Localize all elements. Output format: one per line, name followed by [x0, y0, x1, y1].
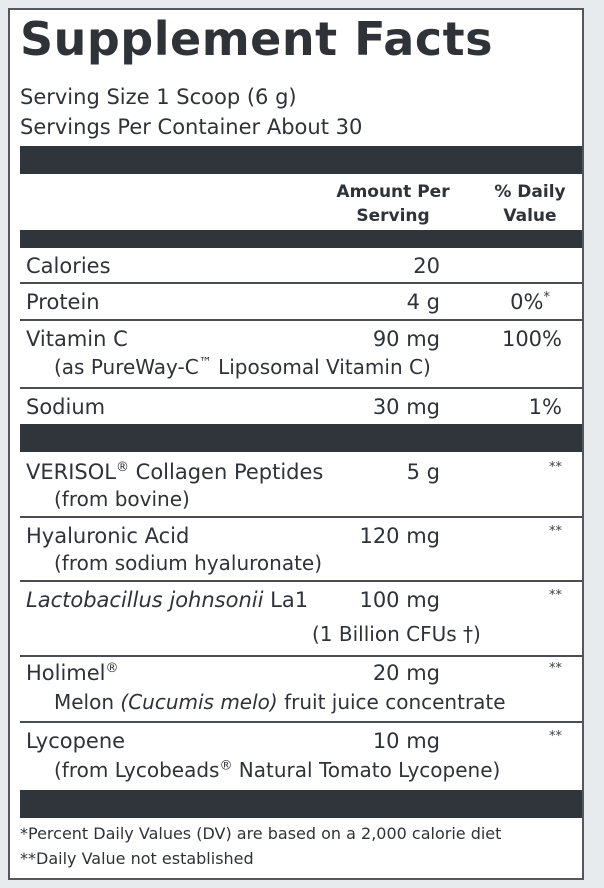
source-italic: (Cucumis melo)	[120, 690, 278, 714]
source-text: Liposomal Vitamin C)	[211, 355, 431, 379]
thick-divider-bottom	[20, 790, 582, 818]
source-text: Melon	[54, 690, 121, 714]
ingredient-amount: 5 g	[406, 460, 440, 484]
amount-header-line1: Amount Per	[336, 182, 450, 202]
ingredient-amount: 20 mg	[372, 661, 440, 685]
ingredient-name-text: Holimel	[26, 661, 106, 685]
registered-mark: ®	[105, 661, 119, 676]
ingredient-dv: **	[549, 729, 562, 744]
row-divider	[20, 319, 582, 321]
ingredient-source	[54, 690, 506, 714]
nutrient-dv	[450, 290, 550, 314]
nutrient-amount: 4 g	[406, 290, 440, 314]
thick-divider-middle	[20, 424, 582, 452]
footnote-dv: *Percent Daily Values (DV) are based on a 2,000 calorie diet	[20, 824, 502, 843]
ingredient-amount: 10 mg	[372, 729, 440, 753]
ingredient-dv: **	[549, 460, 562, 475]
ingredient-name	[26, 661, 119, 685]
row-divider	[20, 387, 582, 389]
source-text: (from Lycobeads	[54, 758, 220, 782]
nutrient-dv: 100%	[501, 327, 562, 351]
ingredient-dv: **	[549, 588, 562, 603]
supplement-facts-panel	[8, 8, 584, 880]
nutrient-name: Vitamin C	[26, 327, 128, 351]
row-divider	[20, 721, 582, 723]
nutrient-source	[54, 355, 431, 379]
nutrient-name: Sodium	[26, 395, 106, 419]
daily-value-header	[478, 180, 582, 228]
dv-header-line2: Value	[503, 206, 557, 226]
thick-divider-header	[20, 230, 582, 248]
trademark-mark: ™	[198, 355, 212, 371]
ingredient-name-text: Collagen Peptides	[128, 460, 324, 484]
nutrient-amount: 30 mg	[372, 395, 440, 419]
dv-footnote-mark: *	[543, 290, 550, 305]
row-divider	[20, 655, 582, 657]
row-divider	[20, 580, 582, 582]
ingredient-name: Lycopene	[26, 729, 126, 753]
nutrient-amount: 20	[413, 254, 440, 278]
ingredient-dv: **	[549, 661, 562, 676]
ingredient-source	[54, 758, 500, 782]
ingredient-name: Hyaluronic Acid	[26, 524, 190, 548]
source-text: Natural Tomato Lycopene)	[232, 758, 501, 782]
nutrient-dv: 1%	[528, 395, 562, 419]
ingredient-amount: 100 mg	[359, 588, 440, 612]
ingredient-source: (from sodium hyaluronate)	[54, 551, 323, 575]
nutrient-amount: 90 mg	[372, 327, 440, 351]
dv-value: 0%	[510, 290, 544, 314]
nutrient-name: Protein	[26, 290, 100, 314]
registered-mark: ®	[219, 758, 233, 774]
ingredient-source: (from bovine)	[54, 487, 190, 511]
footnote-not-established: **Daily Value not established	[20, 849, 254, 868]
servings-per-container: Servings Per Container About 30	[20, 115, 363, 139]
dv-header-line1: % Daily	[494, 182, 566, 202]
panel-title: Supplement Facts	[20, 12, 493, 66]
registered-mark: ®	[115, 460, 129, 475]
thick-divider-top	[20, 146, 582, 174]
row-divider	[20, 282, 582, 284]
source-text: fruit juice concentrate	[277, 690, 506, 714]
ingredient-name	[26, 588, 308, 612]
ingredient-cfu: (1 Billion CFUs †)	[312, 622, 481, 646]
amount-per-serving-header	[320, 180, 466, 228]
serving-size: Serving Size 1 Scoop (6 g)	[20, 85, 297, 109]
nutrient-name: Calories	[26, 254, 111, 278]
ingredient-name-text: VERISOL	[26, 460, 116, 484]
ingredient-amount: 120 mg	[359, 524, 440, 548]
ingredient-name-text: La1	[263, 588, 309, 612]
ingredient-dv: **	[549, 524, 562, 539]
amount-header-line2: Serving	[356, 206, 430, 226]
source-text: (as PureWay-C	[54, 355, 199, 379]
ingredient-name	[26, 460, 323, 484]
ingredient-name-italic: Lactobacillus johnsonii	[26, 588, 264, 612]
row-divider	[20, 516, 582, 518]
